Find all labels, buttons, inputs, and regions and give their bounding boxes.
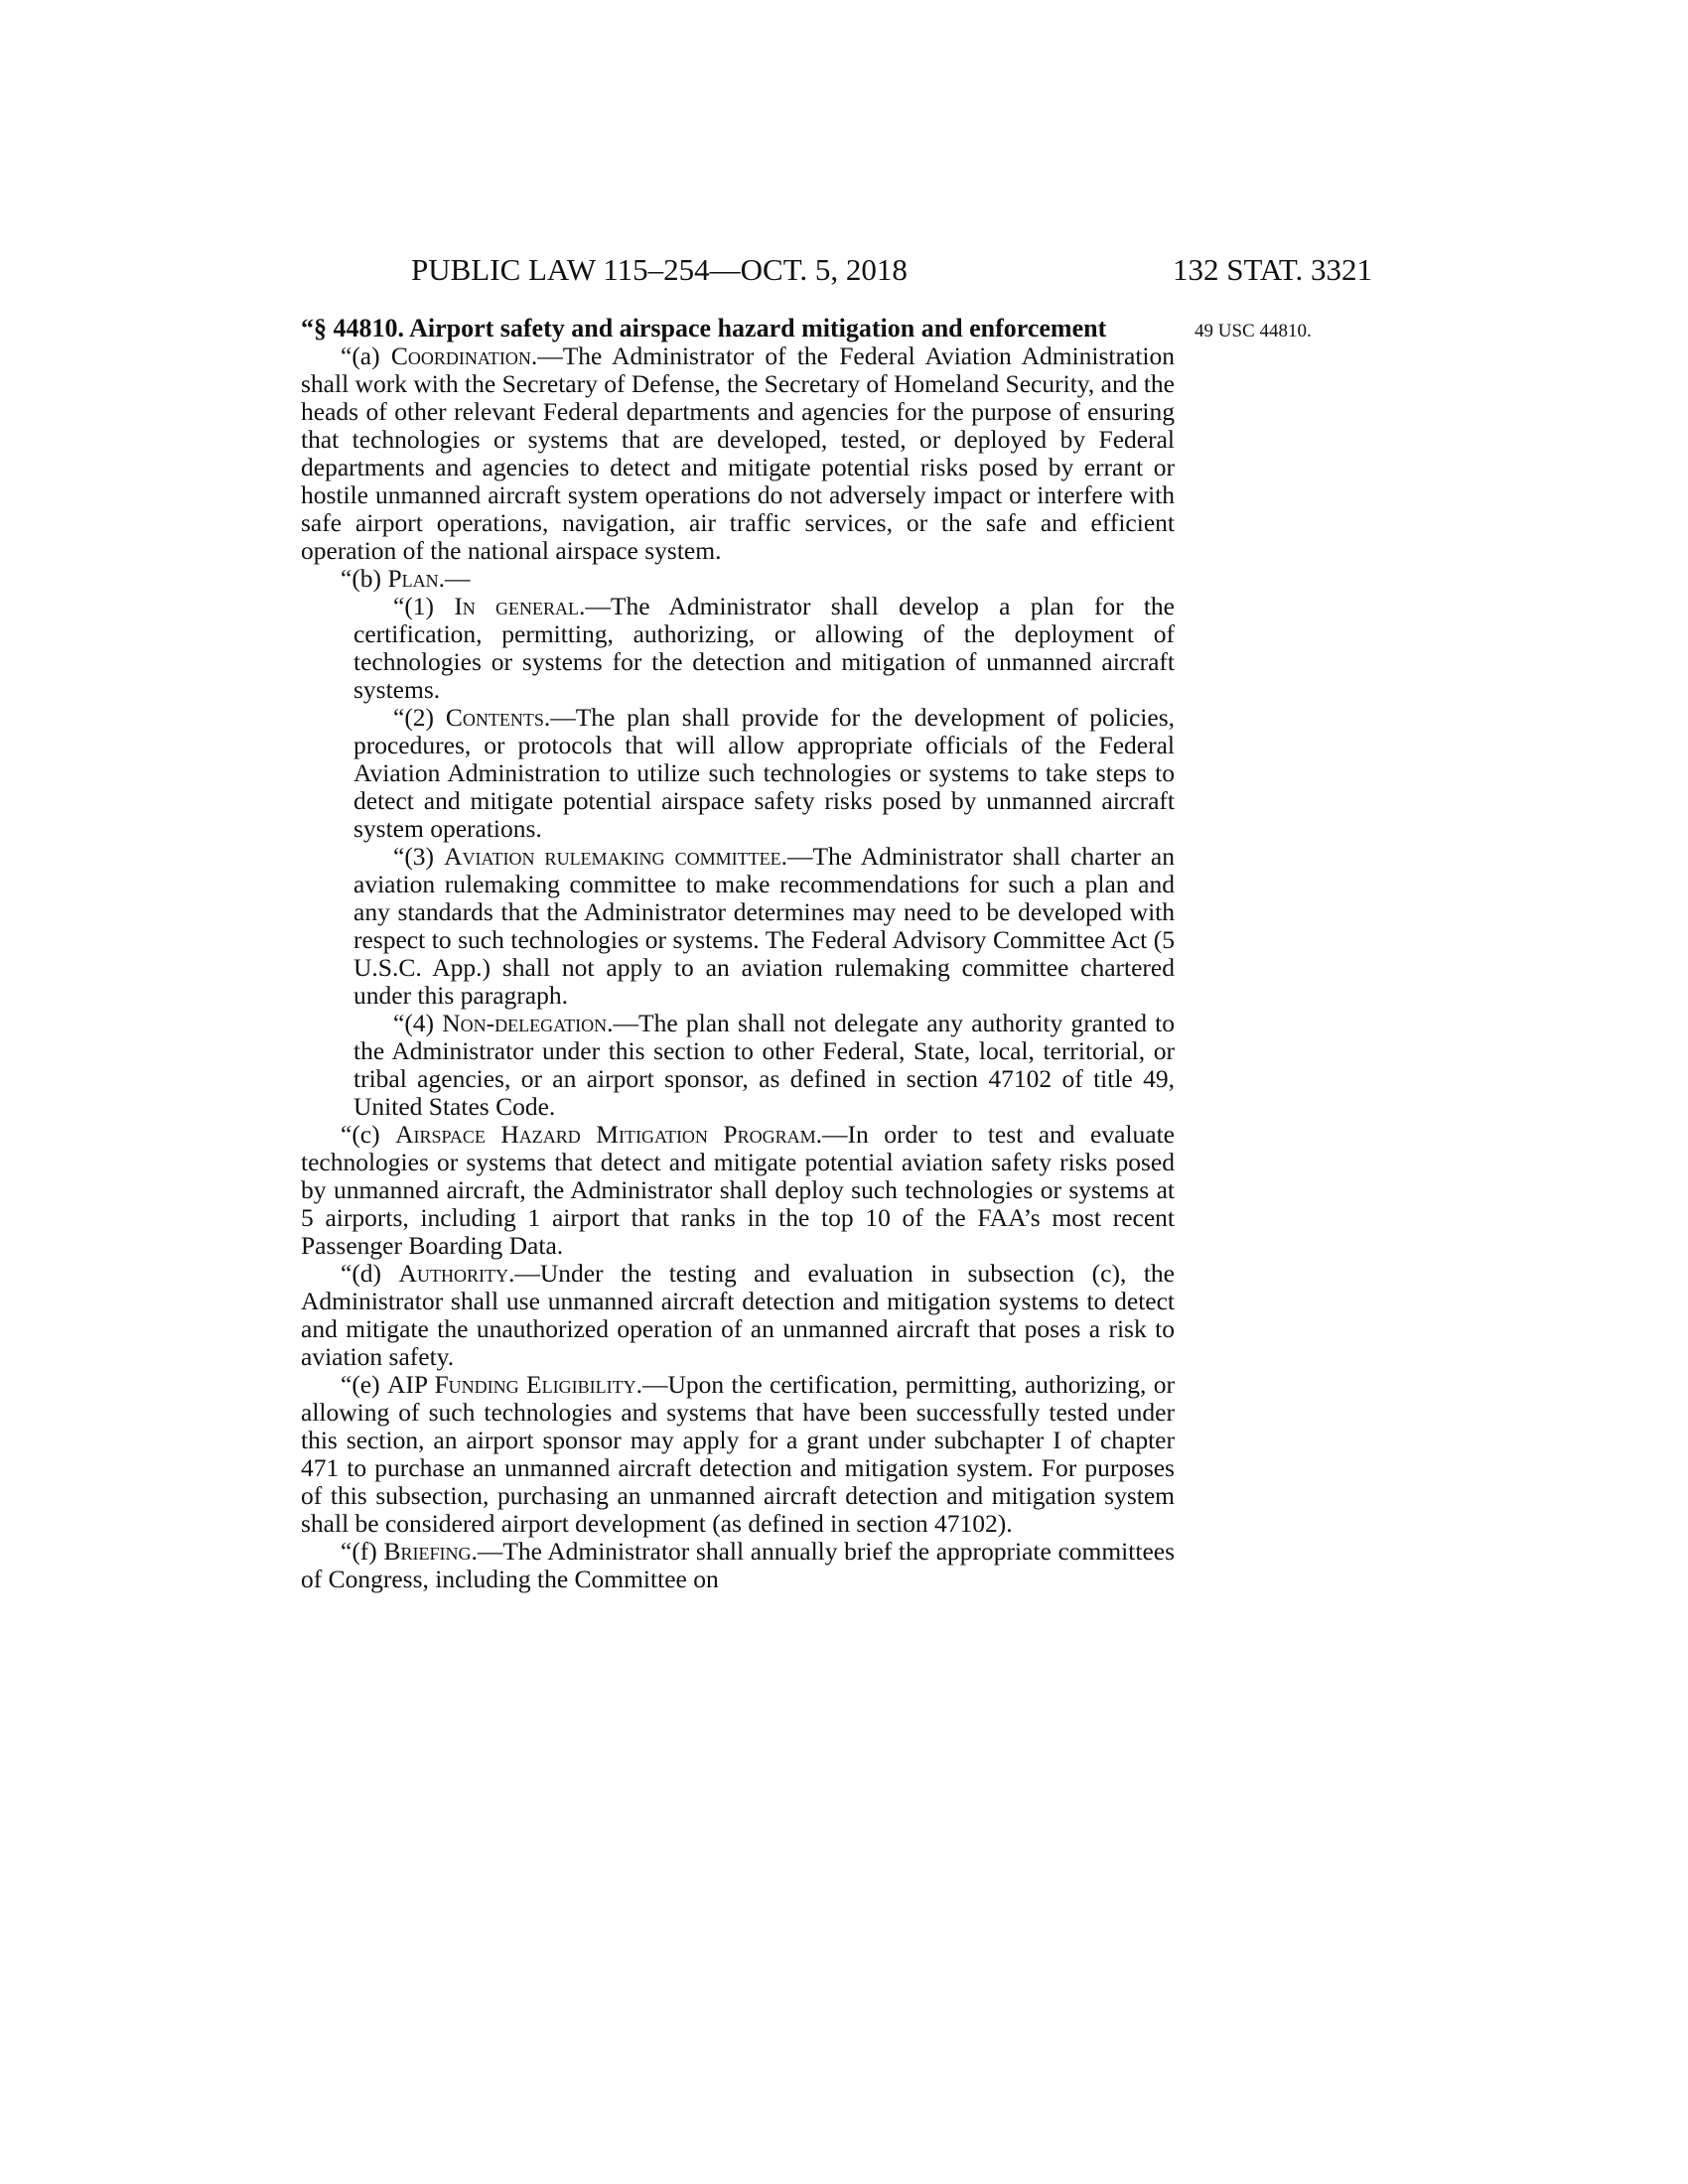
statute-body <box>301 315 1175 1593</box>
paragraph-body: .—The plan shall not delegate any authority granted to the Administrator under this section to other Federal, State, local, territorial, or tribal agencies, or an airport sponsor, as defined in section 47102 of title 49, United States Code. <box>353 1009 1175 1121</box>
paragraph-body: .—The Administrator shall annually brief the appropriate committees of Congress, including the Committee on <box>301 1537 1176 1593</box>
paragraph-heading: Plan <box>387 564 439 593</box>
marginal-note-usc: 49 USC 44810. <box>1195 321 1312 341</box>
section-heading <box>301 315 1175 342</box>
paragraph-lead: “(a) <box>341 341 391 370</box>
paragraph-body: .—The plan shall provide for the development of policies, procedures, or protocols that will allow appropriate officials of the Federal Aviation Administration to utilize such technologies or systems to take steps to detect and mitigate potential airspace safety risks posed by unmanned aircraft system operations. <box>353 703 1175 843</box>
section-title: Airport safety and airspace hazard mitigation and enforcement <box>409 314 1107 342</box>
paragraph-b4-non-delegation <box>301 1010 1175 1121</box>
paragraph-f-briefing <box>301 1538 1175 1593</box>
paragraph-lead: “(d) <box>341 1259 399 1288</box>
running-head <box>411 250 1372 290</box>
paragraph-lead: “(b) <box>341 564 388 593</box>
paragraph-c-hazard-mitigation-program <box>301 1121 1175 1260</box>
paragraph-lead: “(2) <box>393 703 446 732</box>
paragraph-heading: AIP Funding Eligibility <box>386 1370 636 1399</box>
paragraph-heading: In general <box>454 592 580 620</box>
paragraph-lead: “(c) <box>341 1120 396 1149</box>
paragraph-d-authority <box>301 1260 1175 1371</box>
paragraph-heading: Contents <box>445 703 544 732</box>
public-law-citation: PUBLIC LAW 115–254—OCT. 5, 2018 <box>411 252 908 287</box>
paragraph-heading: Non-delegation <box>442 1009 608 1037</box>
paragraph-body: .— <box>438 564 471 593</box>
paragraph-b1-in-general <box>301 593 1175 704</box>
paragraph-heading: Airspace Hazard Mitigation Program <box>395 1120 816 1149</box>
paragraph-a-coordination <box>301 342 1175 565</box>
paragraph-b2-contents <box>301 704 1175 843</box>
paragraph-heading: Aviation rulemaking committee <box>444 842 781 871</box>
paragraph-heading: Coordination <box>390 341 531 370</box>
paragraph-e-aip-funding <box>301 1371 1175 1538</box>
paragraph-heading: Briefing <box>383 1537 472 1566</box>
paragraph-body: .—The Administrator shall charter an aviation rulemaking committee to make recommendations for such a plan and any standards that the Administrator determines may need to be developed with respect to such technologies or systems. The Federal Advisory Committee Act (5 U.S.C. App.) shall not apply to an aviation rulemaking committee chartered under this paragraph. <box>353 842 1175 1010</box>
paragraph-body: .—The Administrator shall develop a plan for the certification, permitting, authorizing, or allowing of the deployment of technologies or systems for the detection and mitigation of unmanned aircraft systems. <box>353 592 1175 704</box>
paragraph-lead: “(3) <box>393 842 445 871</box>
paragraph-heading: Authority <box>398 1259 508 1288</box>
paragraph-lead: “(4) <box>393 1009 443 1037</box>
section-number: “§ 44810. <box>301 314 404 342</box>
paragraph-body: .—The Administrator of the Federal Aviation Administration shall work with the Secretary of Defense, the Secretary of Homeland Security, and the heads of other relevant Federal departments and agencies for the purpose of ensuring that technologies or systems that are developed, tested, or deployed by Federal departments and agencies to detect and mitigate potential risks posed by errant or hostile unmanned aircraft system operations do not adversely impact or interfere with safe airport operations, navigation, air traffic services, or the safe and efficient operation of the national airspace system. <box>301 341 1175 565</box>
paragraph-lead: “(f) <box>341 1537 384 1566</box>
paragraph-body: .—Under the testing and evaluation in subsection (c), the Administrator shall use unmanned aircraft detection and mitigation systems to detect and mitigate the unauthorized operation of an unmanned aircraft that poses a risk to aviation safety. <box>301 1259 1175 1371</box>
paragraph-lead: “(e) <box>341 1370 387 1399</box>
paragraph-b3-rulemaking-committee <box>301 843 1175 1010</box>
statute-page-number: 132 STAT. 3321 <box>1172 252 1372 287</box>
paragraph-lead: “(1) <box>393 592 455 620</box>
paragraph-body: .—Upon the certification, permitting, authorizing, or allowing of such technologies and systems that have been successfully tested under this section, an airport sponsor may apply for a grant under subchapter I of chapter 471 to purchase an unmanned aircraft detection and mitigation system. For purposes of this subsection, purchasing an unmanned aircraft detection and mitigation system shall be considered airport development (as defined in section 47102). <box>301 1370 1175 1538</box>
paragraph-b-plan <box>301 565 1175 593</box>
paragraph-body: .—In order to test and evaluate technologies or systems that detect and mitigate potential aviation safety risks posed by unmanned aircraft, the Administrator shall deploy such technologies or systems at 5 airports, including 1 airport that ranks in the top 10 of the FAA’s most recent Passenger Boarding Data. <box>301 1120 1175 1260</box>
